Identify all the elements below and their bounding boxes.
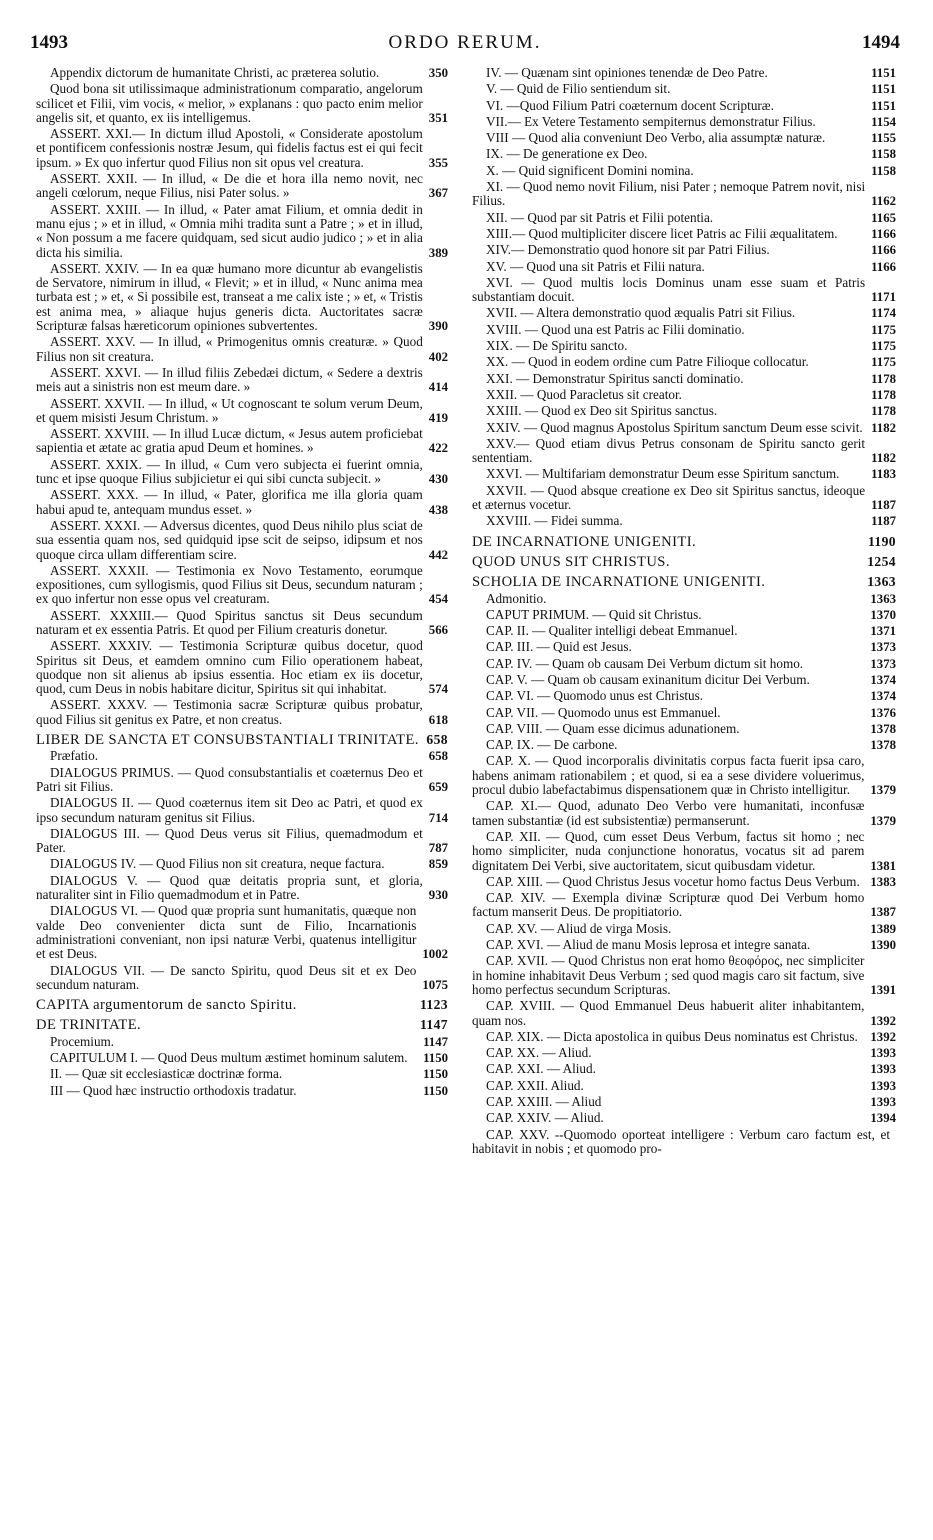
entry-page-number: 1151	[871, 82, 896, 97]
entry-page-number: 1393	[870, 1046, 896, 1061]
entry-text: CAP. XXV. --Quomodo oporteat intelligere : Verbum caro factum est, et habitavit in nobis ; et quomodo pro-	[472, 1126, 890, 1156]
entry-page-number: 1393	[870, 1078, 896, 1093]
index-entry	[472, 830, 896, 873]
entry-text: XVIII. — Quod una est Patris ac Filii dominatio.	[486, 321, 745, 337]
index-entry	[472, 1030, 896, 1044]
entry-page-number: 430	[428, 472, 448, 487]
entry-page-number: 1182	[871, 420, 896, 435]
entry-page-number: 414	[428, 380, 448, 395]
index-entry	[472, 1128, 896, 1157]
index-entry	[472, 339, 896, 353]
page-header	[30, 32, 900, 58]
entry-text: XXIV. — Quod magnus Apostolus Spiritum sanctum Deum esse scivit.	[486, 419, 863, 435]
entry-page-number: 1178	[871, 404, 896, 419]
entry-page-number: 659	[428, 779, 448, 794]
index-entry	[472, 164, 896, 178]
entry-page-number: 367	[428, 186, 448, 201]
index-entry	[472, 875, 896, 889]
entry-page-number: 1391	[870, 982, 896, 997]
index-entry	[36, 749, 448, 763]
index-entry	[472, 938, 896, 952]
entry-page-number: 859	[428, 857, 448, 872]
index-entry	[472, 891, 896, 920]
entry-text: DIALOGUS V. — Quod quæ deitatis propria sunt, et gloria, naturaliter sint in Filio quemadmodum et in Patre.	[36, 872, 423, 903]
entry-page-number: 389	[428, 245, 448, 260]
index-entry	[472, 147, 896, 161]
entry-text: ASSERT. XXVI. — In illud filiis Zebedæi dictum, « Sedere a dextris meis aut a sinistris non est meum dare. »	[36, 364, 423, 395]
index-entry	[472, 1111, 896, 1125]
index-entry	[472, 355, 896, 369]
entry-text: II. — Quæ sit ecclesiasticæ doctrinæ forma.	[50, 1066, 283, 1082]
entry-page-number: 351	[428, 110, 448, 125]
entry-page-number: 1178	[871, 371, 896, 386]
entry-page-number: 1166	[871, 259, 896, 274]
index-entry	[472, 484, 896, 513]
section-heading	[472, 535, 896, 549]
index-entry	[472, 673, 896, 687]
running-title: ORDO RERUM.	[388, 32, 542, 53]
entry-text: CAP. V. — Quam ob causam exinanitum dicitur Dei Verbum.	[486, 671, 810, 687]
entry-text: CAP. XVI. — Aliud de manu Mosis leprosa et integre sanata.	[486, 937, 811, 953]
left-column	[36, 66, 448, 1100]
index-entry	[36, 82, 448, 125]
entry-page-number: 1254	[867, 553, 896, 569]
index-entry	[36, 1067, 448, 1081]
entry-text: DE INCARNATIONE UNIGENITI.	[472, 533, 696, 550]
entry-page-number: 419	[428, 410, 448, 425]
entry-text: CAP. X. — Quod incorporalis divinitatis corpus facta fuerit ipsa caro, habens animam rationabilem ; et quod, si ea a sese dividere voluerimus, procul dubio labefactabimus dispensationem quæ in Christo intelligitur.	[472, 753, 865, 798]
entry-text: ASSERT. XXIX. — In illud, « Cum vero subjecta ei fuerint omnia, tunc et ipse quoque Filius subjicietur ei qui sibi cuncta subjecit. »	[36, 456, 423, 487]
page-number-right: 1494	[862, 32, 900, 53]
entry-text: ASSERT. XXVIII. — In illud Lucæ dictum, « Jesus autem proficiebat sapientia et ætate ac gratia apud Deum et homines. »	[36, 426, 423, 456]
index-entry	[36, 458, 448, 487]
index-entry	[472, 388, 896, 402]
entry-page-number: 1165	[871, 210, 896, 225]
entry-page-number: 1158	[871, 163, 896, 178]
entry-text: CAP. XX. — Aliud.	[486, 1045, 592, 1061]
entry-page-number: 1147	[419, 1017, 448, 1033]
index-entry	[472, 131, 896, 145]
entry-page-number: 1147	[423, 1034, 448, 1049]
entry-page-number: 1075	[422, 977, 448, 992]
entry-text: III — Quod hæc instructio orthodoxis tradatur.	[50, 1082, 297, 1098]
entry-text: LIBER DE SANCTA ET CONSUBSTANTIALI TRINITATE.	[36, 732, 419, 749]
entry-text: ASSERT. XXVII. — In illud, « Ut cognoscant te solum verum Deum, et quem misisti Jesum Christum. »	[36, 395, 423, 425]
entry-page-number: 574	[428, 682, 448, 697]
entry-page-number: 350	[428, 66, 448, 80]
entry-page-number: 1381	[870, 858, 896, 873]
index-entry	[472, 706, 896, 720]
entry-text: DIALOGUS II. — Quod coæternus item sit Deo ac Patri, et quod ex ipso secundum naturam genitus sit Filius.	[36, 795, 423, 825]
entry-page-number: 1378	[870, 738, 896, 753]
entry-text: ASSERT. XXX. — In illud, « Pater, glorifica me illa gloria quam habui apud te, antequam mundus esset. »	[36, 487, 423, 517]
section-heading	[472, 555, 896, 569]
entry-page-number: 1154	[871, 114, 896, 129]
section-heading	[36, 998, 448, 1012]
index-entry	[472, 306, 896, 320]
entry-text: XXVII. — Quod absque creatione ex Deo sit Spiritus sanctus, ideoque et æternus vocetur.	[472, 482, 866, 513]
entry-page-number: 1392	[870, 1013, 896, 1028]
entry-page-number: 1392	[870, 1029, 896, 1044]
entry-page-number: 1373	[870, 656, 896, 671]
index-entry	[472, 276, 896, 305]
index-entry	[472, 799, 896, 828]
entry-text: XXI. — Demonstratur Spiritus sancti dominatio.	[486, 370, 744, 386]
entry-text: CAP. IX. — De carbone.	[486, 737, 618, 753]
entry-text: ASSERT. XXV. — In illud, « Primogenitus omnis creaturæ. » Quod Filius non sit creatura.	[36, 334, 423, 364]
entry-page-number: 1162	[871, 194, 896, 209]
entry-text: XX. — Quod in eodem ordine cum Patre Filioque collocatur.	[486, 354, 809, 370]
index-entry	[472, 722, 896, 736]
entry-text: DIALOGUS PRIMUS. — Quod consubstantialis et coæternus Deo et Patri sit Filius.	[36, 764, 423, 794]
index-entry	[472, 115, 896, 129]
entry-text: CAP. XV. — Aliud de virga Mosis.	[486, 920, 672, 936]
entry-page-number: 1174	[871, 306, 896, 321]
entry-page-number: 1363	[867, 574, 896, 590]
entry-page-number: 714	[428, 810, 448, 825]
entry-text: Præfatio.	[50, 748, 98, 764]
entry-text: CAP. VI. — Quomodo unus est Christus.	[486, 688, 704, 704]
entry-text: IX. — De generatione ex Deo.	[486, 146, 648, 162]
index-entry	[36, 796, 448, 825]
entry-page-number: 1151	[871, 98, 896, 113]
entry-page-number: 1383	[870, 874, 896, 889]
entry-text: XI. — Quod nemo novit Filium, nisi Pater ; nemoque Patrem novit, nisi Filius.	[472, 179, 866, 209]
entry-page-number: 658	[426, 732, 448, 748]
index-entry	[36, 519, 448, 562]
section-heading	[36, 733, 448, 747]
entry-page-number: 1150	[423, 1051, 448, 1065]
entry-text: CAP. XXIII. — Aliud	[486, 1094, 602, 1109]
entry-page-number: 566	[428, 622, 448, 637]
entry-text: CAP. XVIII. — Quod Emmanuel Deus habuerit aliter inhabitantem, quam nos.	[472, 998, 865, 1028]
entry-page-number: 1151	[871, 66, 896, 80]
index-entry	[36, 262, 448, 333]
entry-page-number: 1150	[423, 1067, 448, 1082]
index-entry	[472, 999, 896, 1028]
index-entry	[36, 172, 448, 201]
entry-text: CAP. XIII. — Quod Christus Jesus vocetur homo factus Deus Verbum.	[486, 873, 860, 889]
entry-text: CAP. IV. — Quam ob causam Dei Verbum dictum sit homo.	[486, 655, 804, 671]
entry-page-number: 422	[428, 441, 448, 456]
entry-text: ASSERT. XXII. — In illud, « De die et hora illa nemo novit, nec angeli cœlorum, neque Filius, nisi Pater solus. »	[36, 171, 423, 201]
index-entry	[472, 640, 896, 654]
entry-page-number: 1175	[871, 322, 896, 337]
entry-page-number: 1166	[871, 226, 896, 241]
entry-page-number: 355	[428, 155, 448, 170]
entry-text: XIV.— Demonstratio quod honore sit par Patri Filius.	[486, 242, 770, 258]
entry-page-number: 1175	[871, 339, 896, 354]
entry-text: ASSERT. XXI.— In dictum illud Apostoli, « Considerate apostolum et pontificem confessionis nostræ Jesum, qui fidelis factus est ei qui fecit ipsum. » Ex quo infertur quod Filius non sit opus vel creatura.	[36, 126, 423, 170]
entry-text: ASSERT. XXXIII.— Quod Spiritus sanctus sit Deus secundum naturam et ex essentia Patris. Et quod per Filium creaturis donetur.	[36, 607, 423, 637]
entry-text: DIALOGUS VI. — Quod quæ propria sunt humanitatis, quæque non valde Deo convenienter dicta sunt de Filio, Incarnationis administrationi conveniant, non ipsi naturæ Verbi, quatenus intelligitur et est Deus.	[36, 903, 417, 962]
entry-text: ASSERT. XXIV. — In ea quæ humano more dicuntur ab evangelistis de Servatore, nimirum in illud, « Flevit; » et in illud, « Nunc anima mea turbata est ; » et, « Si possibile est, transeat a me calix iste ; » et, « Tristis est anima mea, » aliaque hujus generis dicta. Auctoritates sacræ Scripturæ falsas hæreticorum opiniones subvertentes.	[36, 260, 423, 334]
index-entry	[36, 827, 448, 856]
entry-text: ASSERT. XXXII. — Testimonia ex Novo Testamento, eorumque expositiones, cum syllogismis, quod Filius sit Deus, secundum naturam ; ex quo infertur non esse opus vel creaturam.	[36, 562, 423, 607]
index-entry	[36, 127, 448, 170]
index-entry	[36, 1084, 448, 1098]
entry-text: ASSERT. XXIII. — In illud, « Pater amat Filium, et omnia dedit in manu ejus ; » et in illud, « Omnia mihi tradita sunt a Patre ; » et in illud, « Non possum a me facere quidquam, sed sicut audio judico ; » et in alia dicta his similia.	[36, 201, 423, 260]
entry-text: XIII.— Quod multipliciter discere licet Patris ac Filii æqualitatem.	[486, 225, 838, 241]
entry-page-number: 454	[428, 592, 448, 607]
entry-text: CAP. XIX. — Dicta apostolica in quibus Deus nominatus est Christus.	[486, 1028, 858, 1044]
entry-text: QUOD UNUS SIT CHRISTUS.	[472, 553, 670, 570]
index-entry	[472, 82, 896, 96]
entry-text: DIALOGUS IV. — Quod Filius non sit creatura, neque factura.	[50, 856, 385, 872]
index-entry	[36, 639, 448, 696]
entry-text: Admonitio.	[486, 590, 547, 606]
entry-page-number: 1376	[870, 705, 896, 720]
index-entry	[36, 857, 448, 871]
entry-text: CAP. VII. — Quomodo unus est Emmanuel.	[486, 704, 721, 720]
entry-text: CAP. III. — Quid est Jesus.	[486, 639, 632, 655]
entry-page-number: 1158	[871, 147, 896, 162]
section-heading	[36, 1018, 448, 1032]
index-entry	[36, 488, 448, 517]
index-entry	[472, 592, 896, 606]
entry-page-number: 1393	[870, 1062, 896, 1077]
index-entry	[472, 922, 896, 936]
index-entry	[472, 754, 896, 797]
entry-text: CAP. XVII. — Quod Christus non erat homo θεοφόρος, nec simpliciter in homine inhabitavit Deus Verbum ; sed quod magis caro sit factum, sive homo perfectus secundum Scripturas.	[472, 953, 865, 997]
entry-page-number: 1390	[870, 938, 896, 953]
entry-page-number: 1166	[871, 243, 896, 258]
index-entry	[36, 203, 448, 260]
entry-page-number: 1387	[870, 905, 896, 920]
entry-text: XXVIII. — Fidei summa.	[486, 513, 623, 529]
entry-text: SCHOLIA DE INCARNATIONE UNIGENITI.	[472, 574, 766, 591]
entry-text: XIX. — De Spiritu sancto.	[486, 338, 628, 354]
entry-page-number: 1178	[871, 387, 896, 402]
entry-page-number: 1371	[870, 624, 896, 639]
index-entry	[472, 180, 896, 209]
entry-text: CAP. XXI. — Aliud.	[486, 1061, 596, 1077]
entry-text: XVI. — Quod multis locis Dominus unam esse suam et Patris substantiam docuit.	[472, 274, 866, 305]
entry-text: CAP. II. — Qualiter intelligi debeat Emmanuel.	[486, 623, 738, 639]
entry-text: XXII. — Quod Paracletus sit creator.	[486, 386, 682, 402]
entry-text: XVII. — Altera demonstratio quod æqualis Patri sit Filius.	[486, 305, 796, 321]
index-entry	[472, 227, 896, 241]
index-entry	[36, 397, 448, 426]
entry-text: CAP. VIII. — Quam esse dicimus adunationem.	[486, 720, 740, 736]
entry-text: XXV.— Quod etiam divus Petrus consonam de Spiritu sancto gerit sententiam.	[472, 435, 866, 466]
entry-text: CAPUT PRIMUM. — Quid sit Christus.	[486, 606, 702, 622]
entry-page-number: 438	[428, 502, 448, 517]
entry-text: CAP. XXIV. — Aliud.	[486, 1110, 604, 1126]
entry-text: V. — Quid de Filio sentiendum sit.	[486, 81, 671, 97]
index-entry	[472, 421, 896, 435]
entry-page-number: 1175	[871, 355, 896, 370]
index-entry	[36, 698, 448, 727]
entry-page-number: 618	[428, 712, 448, 727]
entry-page-number: 1190	[867, 533, 896, 549]
entry-page-number: 1187	[871, 514, 896, 529]
entry-text: ASSERT. XXXV. — Testimonia sacræ Scripturæ quibus probatur, quod Filius sit genitus ex Patre, et non creatus.	[36, 697, 423, 727]
entry-page-number: 1393	[870, 1095, 896, 1109]
index-entry	[36, 904, 448, 961]
entry-page-number: 1379	[870, 813, 896, 828]
index-entry	[36, 766, 448, 795]
entry-text: Appendix dictorum de humanitate Christi, ac præterea solutio.	[50, 65, 380, 80]
index-entry	[472, 66, 896, 80]
entry-page-number: 787	[428, 841, 448, 856]
entry-text: XXIII. — Quod ex Deo sit Spiritus sanctus.	[486, 403, 718, 419]
index-entry	[36, 335, 448, 364]
entry-text: Procemium.	[50, 1033, 115, 1049]
entry-page-number: 1389	[870, 921, 896, 936]
entry-text: Quod bona sit utilissimaque administrationum comparatio, angelorum scilicet et Filii, vim vocis, « melior, » explanans : quo pacto enim melior angelis sit, et quanto, ex iis intelligemus.	[36, 81, 423, 125]
entry-text: CAP. XI.— Quod, adunato Deo Verbo vere humanitati, inconfusæ tamen substantiæ (id est subsistentiæ) permanserunt.	[472, 798, 865, 828]
index-entry	[472, 689, 896, 703]
entry-page-number: 1378	[870, 721, 896, 736]
entry-page-number: 930	[428, 888, 448, 903]
index-entry	[472, 437, 896, 466]
index-entry	[472, 1046, 896, 1060]
index-entry	[36, 66, 448, 80]
entry-text: XII. — Quod par sit Patris et Filii potentia.	[486, 209, 714, 225]
entry-text: DE TRINITATE.	[36, 1017, 142, 1034]
entry-page-number: 658	[428, 749, 448, 764]
entry-text: CAP. XXII. Aliud.	[486, 1077, 584, 1093]
index-entry	[472, 211, 896, 225]
index-entry	[36, 564, 448, 607]
index-entry	[472, 99, 896, 113]
section-heading	[472, 575, 896, 589]
entry-text: CAPITULUM I. — Quod Deus multum æstimet hominum salutem.	[50, 1050, 408, 1065]
entry-page-number: 1002	[422, 947, 448, 962]
entry-page-number: 390	[428, 319, 448, 334]
entry-page-number: 1373	[870, 640, 896, 655]
entry-text: ASSERT. XXXIV. — Testimonia Scripturæ quibus docetur, quod Spiritus sit Deus, et eamdem omnino cum Filio operationem habeat, quodque non sit alienus ab ipsius essentia. Hoc etiam ex iis docetur, quod, cum Deus in nobis habitare dicitur, Spiritus sit qui inhabitat.	[36, 638, 423, 697]
index-entry	[472, 243, 896, 257]
index-entry	[472, 404, 896, 418]
entry-text: ASSERT. XXXI. — Adversus dicentes, quod Deus nihilo plus sciat de sua essentia quam nos, sed quidquid ipse scit de seipso, idipsum et nos quoque circa ullam differentiam scire.	[36, 517, 423, 562]
entry-page-number: 1183	[871, 467, 896, 482]
index-entry	[472, 624, 896, 638]
entry-text: DIALOGUS VII. — De sancto Spiritu, quod Deus sit et ex Deo secundum naturam.	[36, 962, 417, 992]
index-entry	[472, 323, 896, 337]
index-entry	[36, 964, 448, 993]
entry-page-number: 1370	[870, 607, 896, 622]
index-entry	[472, 608, 896, 622]
index-entry	[472, 657, 896, 671]
entry-page-number: 402	[428, 349, 448, 364]
index-entry	[472, 514, 896, 528]
page-number-left: 1493	[30, 32, 68, 53]
entry-page-number: 1155	[871, 131, 896, 146]
entry-text: CAP. XIV. — Exempla divinæ Scripturæ quod Dei Verbum homo factum manserit Deus. De propitiatorio.	[472, 890, 865, 920]
index-entry	[36, 1035, 448, 1049]
index-entry	[472, 1095, 896, 1109]
entry-page-number: 1150	[423, 1083, 448, 1098]
entry-page-number: 1182	[871, 451, 896, 466]
entry-page-number: 1187	[871, 498, 896, 513]
entry-text: X. — Quid significent Domini nomina.	[486, 162, 694, 178]
entry-page-number: 1379	[870, 783, 896, 798]
entry-text: IV. — Quænam sint opiniones tenendæ de Deo Patre.	[486, 65, 768, 80]
entry-page-number: 1171	[871, 290, 896, 305]
index-entry	[472, 467, 896, 481]
entry-text: CAP. XII. — Quod, cum esset Deus Verbum, factus sit homo ; nec homo simpliciter, nuda conjunctione honoratus, vocatus sit ad parem dignitatem Dei Verbi, sive auctoritatem, sicut quibusdam videtur.	[472, 828, 865, 873]
entry-text: VII.— Ex Vetere Testamento sempiternus demonstratur Filius.	[486, 113, 816, 129]
entry-page-number: 442	[428, 547, 448, 562]
index-entry	[472, 1062, 896, 1076]
index-entry	[472, 954, 896, 997]
entry-text: XXVI. — Multifariam demonstratur Deum esse Spiritum sanctum.	[486, 466, 840, 482]
entry-page-number: 1394	[870, 1111, 896, 1126]
index-entry	[472, 260, 896, 274]
right-column	[472, 66, 896, 1158]
entry-text: CAPITA argumentorum de sancto Spiritu.	[36, 997, 297, 1014]
index-entry	[36, 427, 448, 456]
entry-text: XV. — Quod una sit Patris et Filii natura.	[486, 258, 705, 274]
index-entry	[36, 874, 448, 903]
index-entry	[36, 366, 448, 395]
entry-page-number: 1374	[870, 672, 896, 687]
index-entry	[36, 1051, 448, 1065]
index-entry	[472, 1079, 896, 1093]
entry-text: DIALOGUS III. — Quod Deus verus sit Filius, quemadmodum et Pater.	[36, 825, 423, 856]
entry-text: VI. —Quod Filium Patri coæternum docent Scripturæ.	[486, 97, 774, 113]
entry-page-number: 1123	[419, 997, 448, 1013]
index-entry	[472, 372, 896, 386]
index-entry	[36, 609, 448, 638]
entry-page-number: 1374	[870, 689, 896, 704]
entry-page-number: 1363	[870, 591, 896, 606]
index-entry	[472, 738, 896, 752]
entry-text: VIII — Quod alia conveniunt Deo Verbo, alia assumptæ naturæ.	[486, 130, 826, 146]
